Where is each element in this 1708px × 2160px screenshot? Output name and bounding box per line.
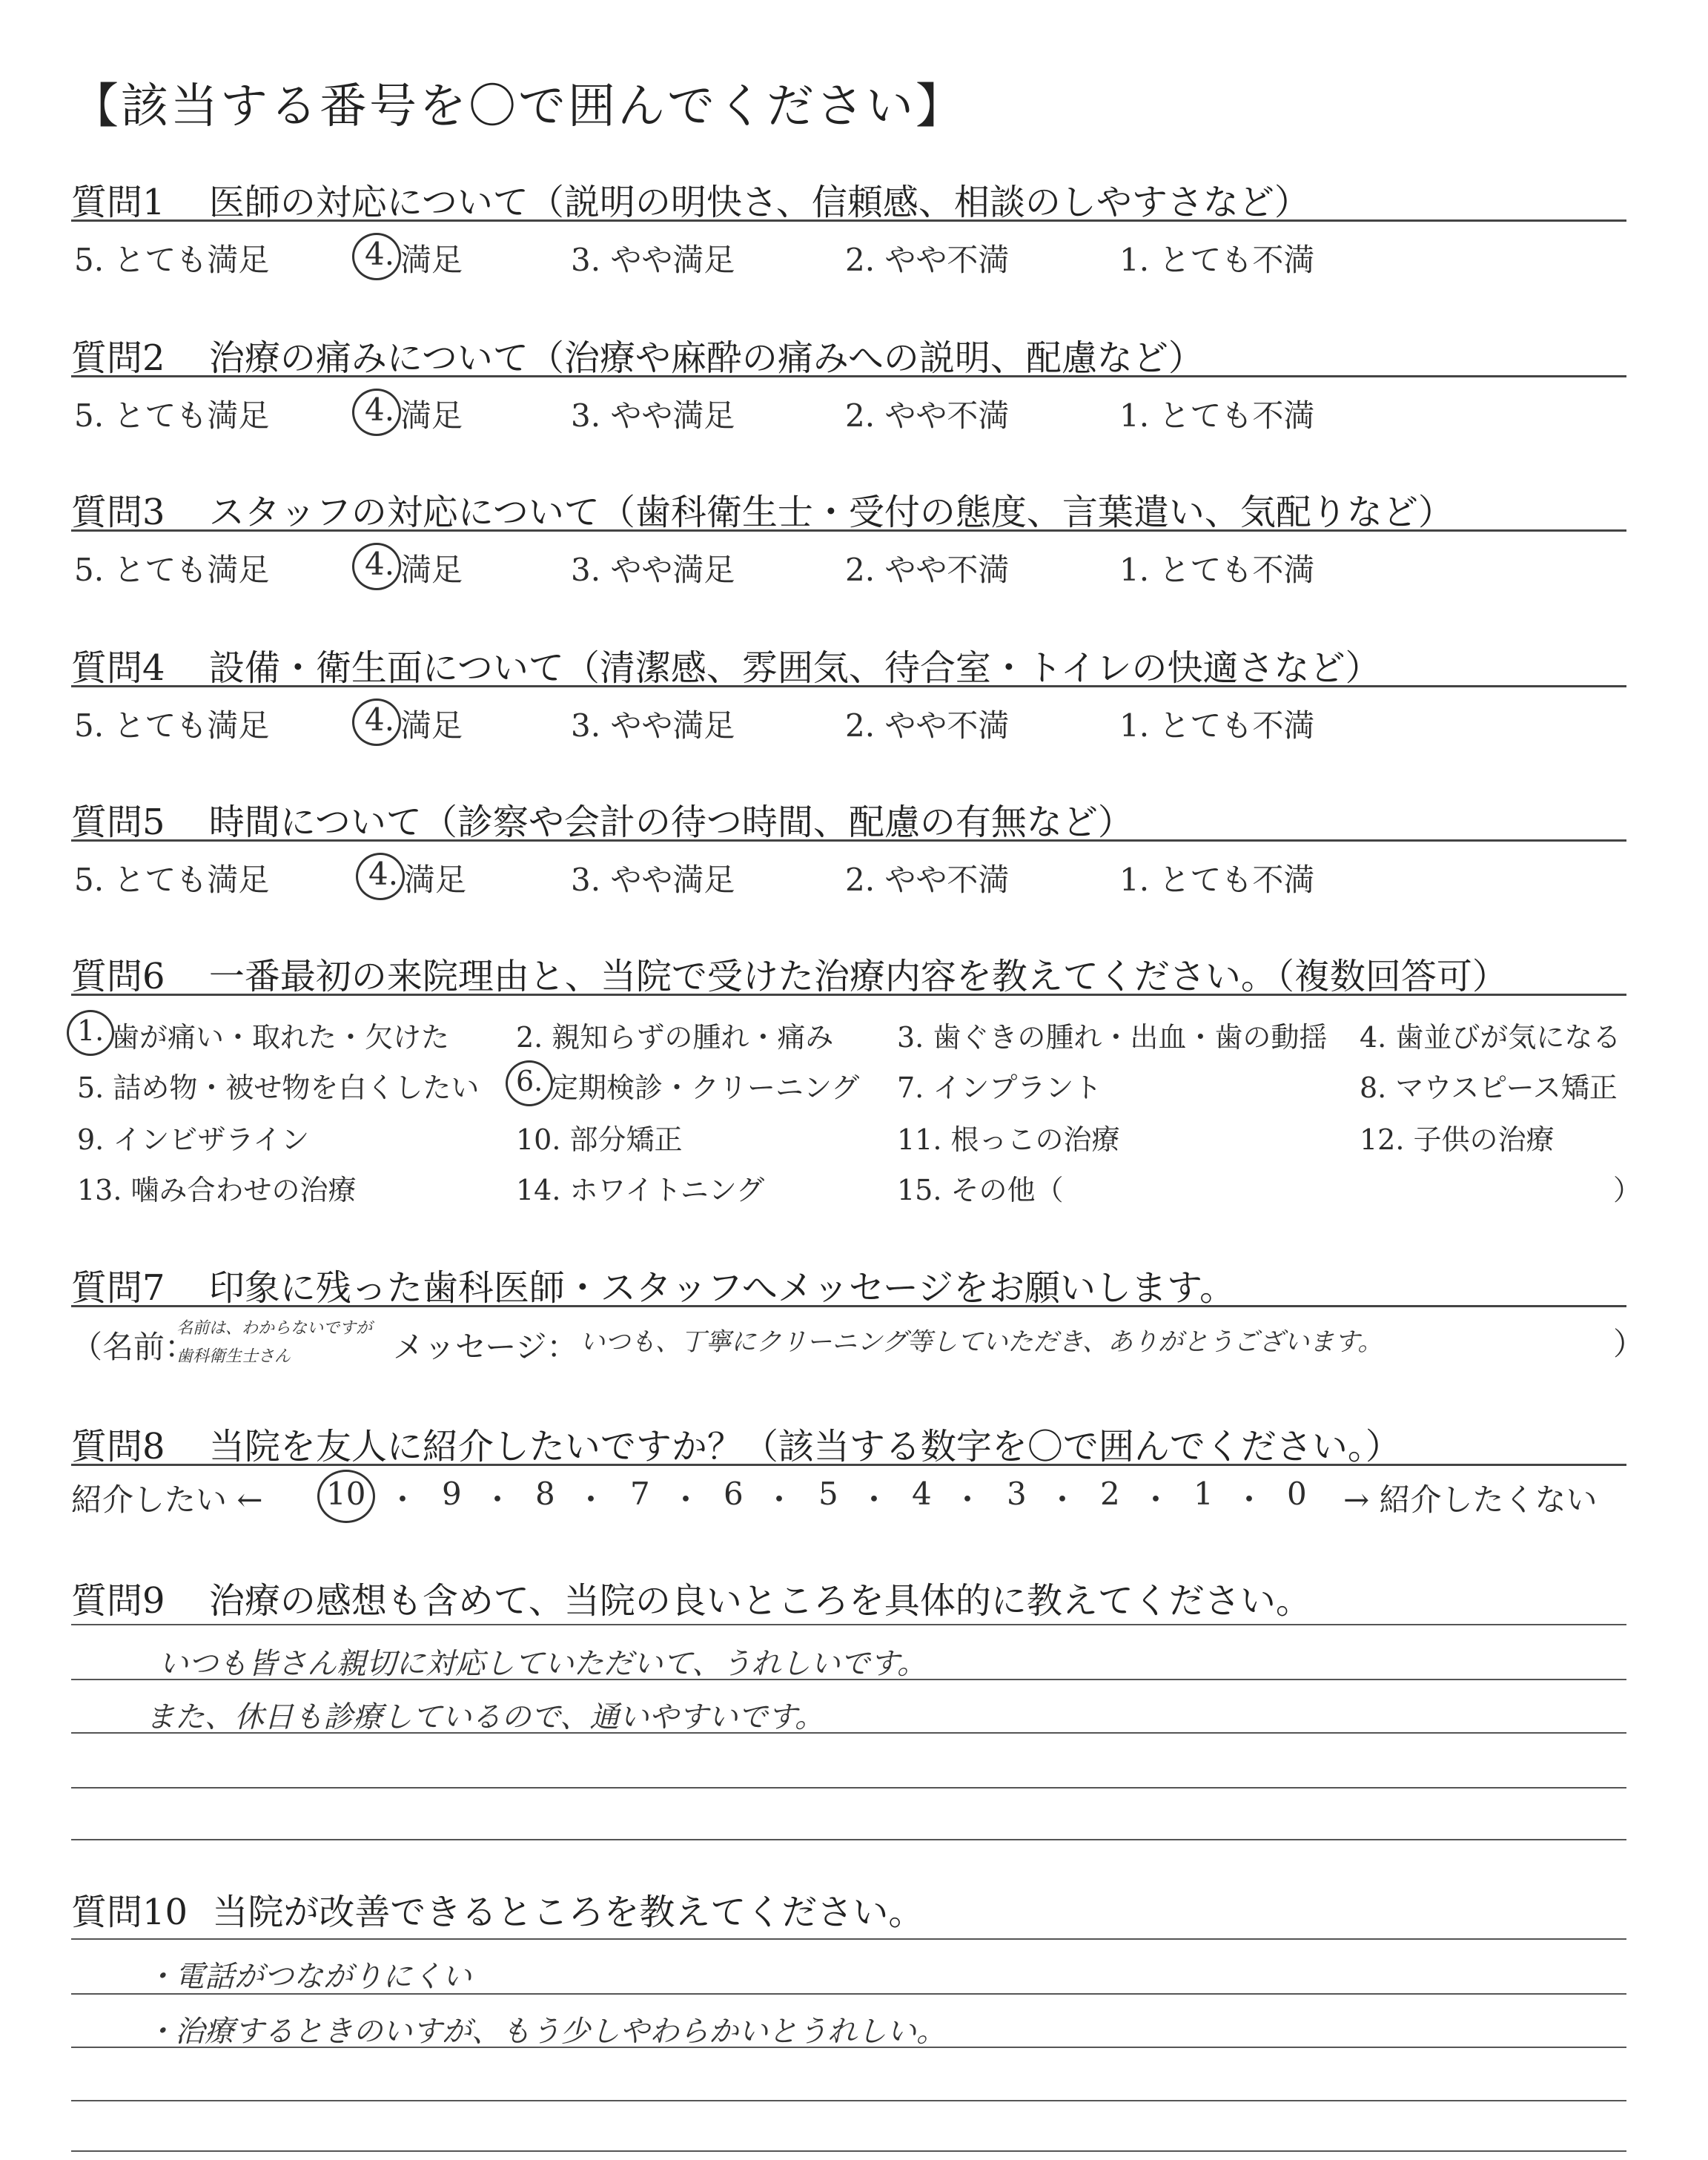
q5-option-2[interactable]: 2. やや不満 <box>845 862 1010 898</box>
question-5-rule <box>71 839 1626 842</box>
q1-option-4-label[interactable]: 満足 <box>400 242 463 278</box>
question-3-rule <box>71 529 1626 532</box>
q8-value-7[interactable]: 7 <box>630 1476 650 1512</box>
q2-option-4-label[interactable]: 満足 <box>400 397 463 434</box>
question-7-label: 質問7 <box>71 1267 165 1309</box>
question-9-label: 質問9 <box>71 1580 165 1622</box>
q6-option-4[interactable]: 4. 歯並びが気になる <box>1360 1021 1621 1054</box>
q8-value-5[interactable]: 5 <box>818 1476 838 1512</box>
q1-option-3[interactable]: 3. やや満足 <box>571 242 735 278</box>
q3-option-4-label[interactable]: 満足 <box>400 552 463 588</box>
question-7-rule <box>71 1305 1626 1307</box>
q3-option-2[interactable]: 2. やや不満 <box>845 552 1010 588</box>
q7-name-value-line2: 歯科衛生士さん <box>176 1347 291 1366</box>
q8-sep: ・ <box>952 1482 984 1518</box>
question-8 <box>71 1418 1401 1469</box>
q6-option-15-close: ） <box>1613 1174 1642 1206</box>
q3-option-4-number[interactable]: 4. <box>365 546 395 582</box>
question-10 <box>71 1883 924 1935</box>
question-4 <box>71 639 1380 690</box>
page-title: 【該当する番号を〇で囲んでください】 <box>71 79 965 134</box>
q2-option-5[interactable]: 5. とても満足 <box>74 397 270 434</box>
q4-option-4-number[interactable]: 4. <box>365 701 395 738</box>
question-10-text: 当院が改善できるところを教えてください。 <box>212 1892 924 1933</box>
q9-answer-2[interactable]: また、休日も診療しているので、通いやすいです。 <box>145 1700 824 1734</box>
q3-option-1[interactable]: 1. とても不満 <box>1119 552 1315 588</box>
q6-option-7[interactable]: 7. インプラント <box>897 1071 1102 1104</box>
q4-option-4-label[interactable]: 満足 <box>400 707 463 744</box>
question-2-rule <box>71 375 1626 377</box>
q6-option-6-label[interactable]: 定期検診・クリーニング <box>550 1071 860 1104</box>
question-2-text: 治療の痛みについて（治療や麻酔の痛みへの説明、配慮など） <box>208 337 1204 379</box>
q5-option-5[interactable]: 5. とても満足 <box>74 862 270 898</box>
q8-sep: ・ <box>575 1482 607 1518</box>
question-1-rule <box>71 219 1626 222</box>
question-1-label: 質問1 <box>71 182 165 223</box>
q6-option-14[interactable]: 14. ホワイトニング <box>516 1174 765 1206</box>
question-4-text: 設備・衛生面について（清潔感、雰囲気、待合室・トイレの快適さなど） <box>208 647 1381 689</box>
q10-line-4 <box>71 2100 1626 2101</box>
q7-message-value[interactable]: いつも、丁寧にクリーニング等していただき、ありがとうございます。 <box>580 1327 1383 1357</box>
q3-option-5[interactable]: 5. とても満足 <box>74 552 270 588</box>
q7-message-label: メッセージ： <box>393 1329 578 1365</box>
q9-line-5 <box>71 1839 1626 1840</box>
q10-answer-1[interactable]: ・電話がつながりにくい <box>145 1960 471 1994</box>
q8-value-3[interactable]: 3 <box>1007 1476 1027 1512</box>
q8-sep: ・ <box>858 1482 890 1518</box>
q6-option-2[interactable]: 2. 親知らずの腫れ・痛み <box>516 1021 834 1054</box>
question-6-label: 質問6 <box>71 956 165 997</box>
question-7-text: 印象に残った歯科医師・スタッフへメッセージをお願いします。 <box>208 1267 1236 1309</box>
q8-value-1[interactable]: 1 <box>1194 1476 1214 1512</box>
q4-option-1[interactable]: 1. とても不満 <box>1119 707 1315 744</box>
q9-answer-1[interactable]: いつも皆さん親切に対応していただいて、うれしいです。 <box>159 1647 927 1681</box>
question-9-text: 治療の感想も含めて、当院の良いところを具体的に教えてください。 <box>208 1580 1311 1622</box>
question-9 <box>71 1572 1311 1623</box>
q6-option-13[interactable]: 13. 噛み合わせの治療 <box>77 1174 357 1206</box>
q2-option-3[interactable]: 3. やや満足 <box>571 397 735 434</box>
q8-sep: ・ <box>764 1482 795 1518</box>
q9-line-4 <box>71 1787 1626 1789</box>
q9-line-1 <box>71 1624 1626 1625</box>
question-5 <box>71 793 1133 845</box>
question-8-rule <box>71 1464 1626 1466</box>
q2-option-1[interactable]: 1. とても不満 <box>1119 397 1315 434</box>
question-3-label: 質問3 <box>71 492 165 533</box>
question-4-label: 質問4 <box>71 647 165 689</box>
question-1-text: 医師の対応について（説明の明快さ、信頼感、相談のしやすさなど） <box>208 182 1310 223</box>
q1-option-2[interactable]: 2. やや不満 <box>845 242 1010 278</box>
q6-option-12[interactable]: 12. 子供の治療 <box>1360 1123 1555 1156</box>
q8-sep: ・ <box>1234 1482 1265 1518</box>
q8-sep: ・ <box>387 1482 419 1518</box>
q1-option-1[interactable]: 1. とても不満 <box>1119 242 1315 278</box>
q8-value-9[interactable]: 9 <box>442 1476 462 1512</box>
q9-line-3 <box>71 1732 1626 1734</box>
q7-close-paren: ） <box>1613 1326 1645 1362</box>
q2-option-2[interactable]: 2. やや不満 <box>845 397 1010 434</box>
q10-line-5 <box>71 2150 1626 2152</box>
q6-option-10[interactable]: 10. 部分矯正 <box>516 1123 683 1156</box>
q8-right-label: → 紹介したくない <box>1343 1482 1598 1518</box>
q8-sep: ・ <box>670 1482 702 1518</box>
question-7 <box>71 1259 1235 1310</box>
q8-sep: ・ <box>1140 1482 1172 1518</box>
q6-option-6-number[interactable]: 6. <box>516 1065 543 1097</box>
question-8-text: 当院を友人に紹介したいですか？（該当する数字を〇で囲んでください。） <box>208 1426 1401 1467</box>
question-10-label: 質問10 <box>71 1892 188 1933</box>
q1-option-5[interactable]: 5. とても満足 <box>74 242 270 278</box>
q8-value-8[interactable]: 8 <box>535 1476 555 1512</box>
q10-line-2 <box>71 1993 1626 1995</box>
question-5-label: 質問5 <box>71 802 165 843</box>
q7-name-value-line1: 名前は、わからないですが <box>176 1319 373 1338</box>
q5-option-3[interactable]: 3. やや満足 <box>571 862 735 898</box>
q8-value-0[interactable]: 0 <box>1287 1476 1307 1512</box>
q8-value-4[interactable]: 4 <box>912 1476 932 1512</box>
q4-option-5[interactable]: 5. とても満足 <box>74 707 270 744</box>
q6-option-15[interactable]: 15. その他（ <box>897 1174 1064 1206</box>
question-3 <box>71 483 1454 535</box>
question-5-text: 時間について（診察や会計の待つ時間、配慮の有無など） <box>208 802 1133 843</box>
question-6 <box>71 948 1508 999</box>
q1-option-4-number[interactable]: 4. <box>365 236 395 272</box>
q6-option-11[interactable]: 11. 根っこの治療 <box>897 1123 1120 1156</box>
q8-sep: ・ <box>1047 1482 1079 1518</box>
q6-option-5[interactable]: 5. 詰め物・被せ物を白くしたい <box>77 1071 480 1104</box>
q8-value-6[interactable]: 6 <box>724 1476 744 1512</box>
question-2 <box>71 329 1204 380</box>
question-8-label: 質問8 <box>71 1426 165 1467</box>
question-3-text: スタッフの対応について（歯科衛生士・受付の態度、言葉遣い、気配りなど） <box>208 492 1454 533</box>
q6-option-9[interactable]: 9. インビザライン <box>77 1123 310 1156</box>
q6-option-1-number[interactable]: 1. <box>77 1014 105 1047</box>
q2-option-4-number[interactable]: 4. <box>365 392 395 428</box>
question-1 <box>71 174 1310 225</box>
q5-option-4-number[interactable]: 4. <box>368 856 399 892</box>
question-6-rule <box>71 994 1626 996</box>
q8-sep: ・ <box>482 1482 514 1518</box>
question-4-rule <box>71 685 1626 687</box>
q6-option-1-label[interactable]: 歯が痛い・取れた・欠けた <box>111 1021 450 1054</box>
q6-option-8[interactable]: 8. マウスピース矯正 <box>1360 1071 1618 1104</box>
q4-option-3[interactable]: 3. やや満足 <box>571 707 735 744</box>
q10-answer-2[interactable]: ・治療するときのいすが、もう少しやわらかいとうれしい。 <box>145 2015 946 2049</box>
q5-option-1[interactable]: 1. とても不満 <box>1119 862 1315 898</box>
q7-name-label: （名前： <box>71 1329 196 1365</box>
q3-option-3[interactable]: 3. やや満足 <box>571 552 735 588</box>
q5-option-4-label[interactable]: 満足 <box>404 862 467 898</box>
question-6-text: 一番最初の来院理由と、当院で受けた治療内容を教えてください。（複数回答可） <box>208 956 1508 997</box>
q6-option-3[interactable]: 3. 歯ぐきの腫れ・出血・歯の動揺 <box>897 1021 1328 1054</box>
q8-left-label: 紹介したい ← <box>71 1482 263 1518</box>
q4-option-2[interactable]: 2. やや不満 <box>845 707 1010 744</box>
q8-value-10[interactable]: 10 <box>326 1476 366 1512</box>
q9-line-2 <box>71 1679 1626 1680</box>
question-2-label: 質問2 <box>71 337 165 379</box>
q8-value-2[interactable]: 2 <box>1100 1476 1120 1512</box>
q10-line-3 <box>71 2047 1626 2048</box>
q10-line-1 <box>71 1938 1626 1940</box>
